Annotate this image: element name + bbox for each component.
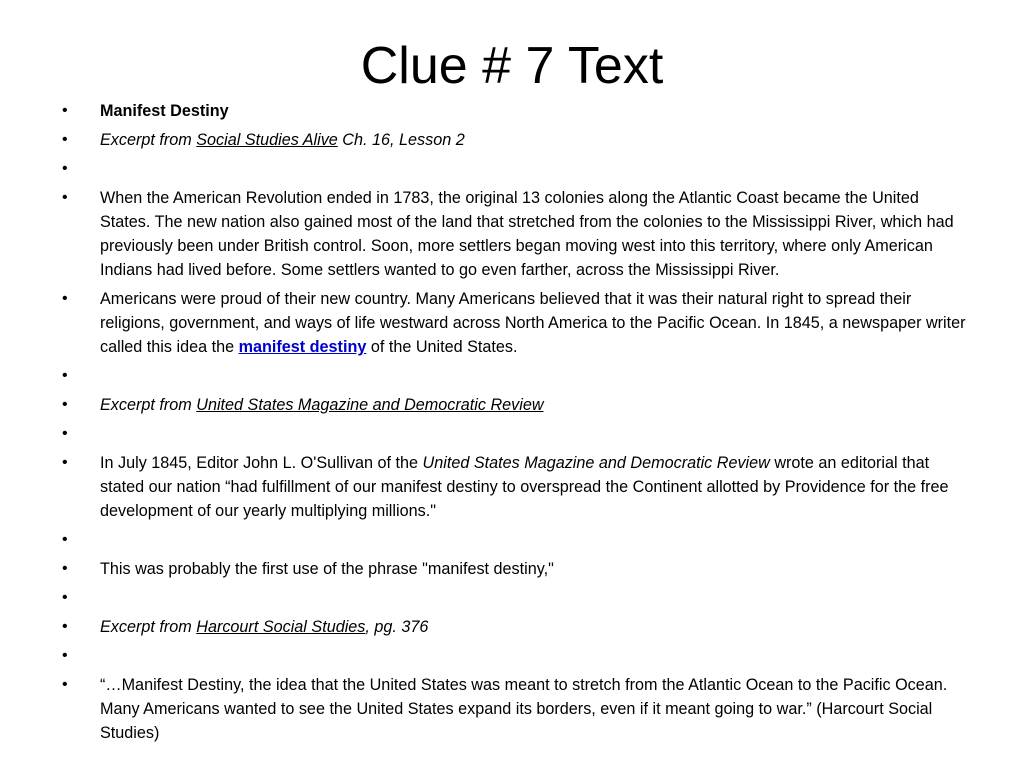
bullet-item-paragraph-2 <box>0 287 1024 359</box>
bullet-item-paragraph-5 <box>0 673 1024 745</box>
bullet-item-empty <box>0 528 1024 552</box>
bullet-icon: • <box>62 618 68 635</box>
bullet-icon: • <box>62 102 68 119</box>
bullet-icon: • <box>62 647 68 664</box>
bullet-icon: • <box>62 454 68 471</box>
source-prefix: Excerpt from <box>100 618 197 636</box>
bullet-icon: • <box>62 676 68 693</box>
bullet-icon: • <box>62 560 68 577</box>
source-title: United States Magazine and Democratic Review <box>196 396 544 414</box>
bullet-item-source-1 <box>0 128 1024 152</box>
bullet-list <box>0 99 1024 750</box>
bullet-icon: • <box>62 189 68 206</box>
bullet-item-empty <box>0 586 1024 610</box>
source-title: Social Studies Alive <box>196 131 338 149</box>
bullet-item-empty <box>0 364 1024 388</box>
topic-heading: Manifest Destiny <box>100 102 229 120</box>
bullet-item-paragraph-1 <box>0 186 1024 282</box>
paragraph-text: This was probably the first use of the phrase "manifest destiny," <box>100 560 554 578</box>
paragraph-text: In July 1845, Editor John L. O'Sullivan of the <box>100 454 423 472</box>
paragraph-text: When the American Revolution ended in 1783, the original 13 colonies along the Atlantic Coast became the United States. The new nation also gained most of the land that stretched from the colonies to the Mississippi River, which had previously been under British control. Soon, more settlers began moving west into this territory, where only American Indians had lived before. Some settlers wanted to go even farther, across the Mississippi River. <box>100 189 954 279</box>
bullet-icon: • <box>62 131 68 148</box>
bullet-icon: • <box>62 160 68 177</box>
manifest-destiny-link[interactable]: manifest destiny <box>238 338 367 356</box>
paragraph-suffix: of the United States. <box>366 338 518 356</box>
bullet-icon: • <box>62 425 68 442</box>
bullet-item-topic <box>0 99 1024 123</box>
source-title: Harcourt Social Studies <box>196 618 366 636</box>
magazine-title: United States Magazine and Democratic Review <box>422 454 770 472</box>
bullet-item-empty <box>0 644 1024 668</box>
paragraph-text: “…Manifest Destiny, the idea that the United States was meant to stretch from the Atlantic Ocean to the Pacific Ocean. Many Americans wanted to see the United States expand its borders, even if it meant going to war.” (Harcourt Social Studies) <box>100 676 948 742</box>
bullet-icon: • <box>62 396 68 413</box>
bullet-item-source-3 <box>0 615 1024 639</box>
bullet-icon: • <box>62 531 68 548</box>
bullet-icon: • <box>62 367 68 384</box>
bullet-item-paragraph-3 <box>0 451 1024 523</box>
slide-title: Clue # 7 Text <box>360 37 664 95</box>
bullet-item-empty <box>0 422 1024 446</box>
paragraph-text: Americans were proud of their new country. Many Americans believed that it was their natural right to spread their religions, government, and ways of life westward across North America to the Pacific Ocean. In 1845, a newspaper writer called this idea the <box>100 290 966 356</box>
source-suffix: , pg. 376 <box>365 618 429 636</box>
source-prefix: Excerpt from <box>100 396 197 414</box>
source-prefix: Excerpt from <box>100 131 197 149</box>
source-suffix: Ch. 16, Lesson 2 <box>337 131 465 149</box>
bullet-item-paragraph-4 <box>0 557 1024 581</box>
bullet-item-source-2 <box>0 393 1024 417</box>
bullet-icon: • <box>62 290 68 307</box>
paragraph-text-continued: wrote an editorial that stated our nation “had fulfillment of our manifest destiny to overspread the Continent allotted by Providence for the free development of our yearly multiplying millions." <box>100 454 949 520</box>
bullet-item-empty <box>0 157 1024 181</box>
bullet-icon: • <box>62 589 68 606</box>
